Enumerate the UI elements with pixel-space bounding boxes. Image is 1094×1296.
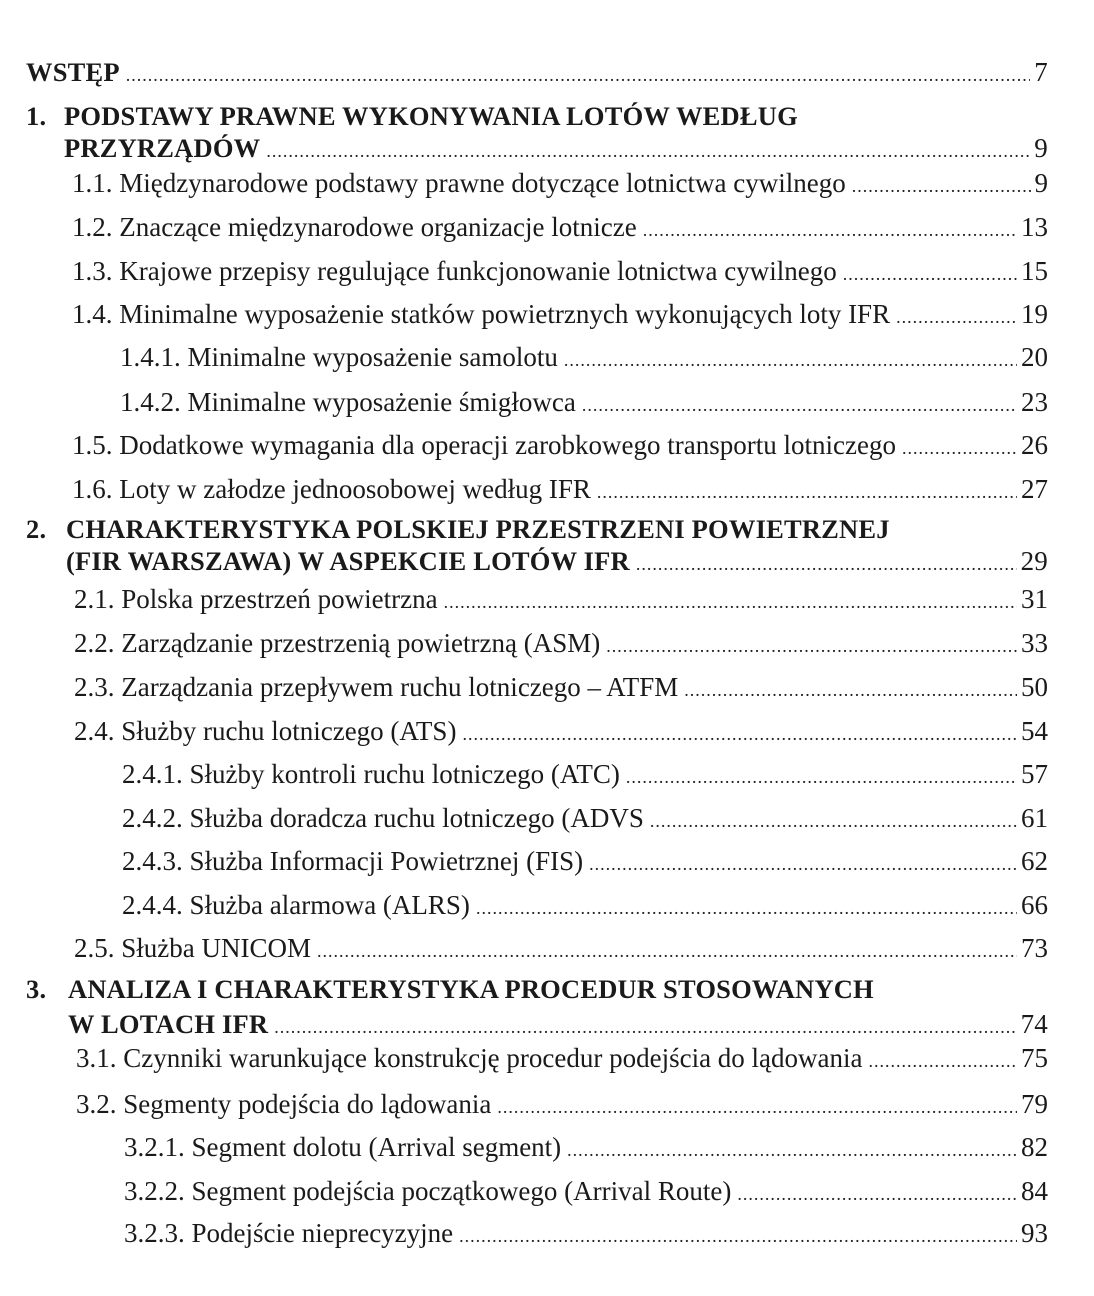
toc-entry: [122, 758, 1048, 790]
toc-page-number: 73: [1021, 933, 1048, 963]
dot-leader: [462, 718, 1017, 750]
toc-entry: [72, 298, 1048, 330]
toc-entry-title: 2.3. Zarządzania przepływem ruchu lotniczego – ATFM: [74, 672, 679, 702]
dot-leader: [843, 258, 1017, 290]
toc-entry-title: 1.6. Loty w załodze jednoosobowej według IFR: [72, 474, 591, 504]
toc-entry: [122, 845, 1048, 877]
toc-entry-title: 3.2.2. Segment podejścia początkowego (Arrival Route): [124, 1176, 732, 1206]
toc-entry-wstep: [26, 56, 1048, 88]
toc-page-number: 61: [1021, 803, 1048, 833]
dot-leader: [597, 476, 1017, 508]
toc-entry: [72, 211, 1048, 243]
toc-entry: [120, 386, 1048, 418]
chapter-2-heading: [26, 513, 890, 545]
toc-page-number: 82: [1021, 1132, 1048, 1162]
toc-page-number: 74: [1020, 1009, 1048, 1039]
chapter-number: 3.: [26, 974, 47, 1004]
toc-entry-chapter-3: [68, 1008, 1048, 1040]
toc-page-number: 13: [1021, 212, 1048, 242]
toc-entry: [76, 1088, 1048, 1120]
toc-entry: [74, 932, 1048, 964]
chapter-number: 2.: [26, 514, 47, 544]
toc-page-number: 79: [1021, 1089, 1048, 1119]
chapter-1-heading: [26, 100, 798, 132]
toc-page-number: 54: [1021, 716, 1048, 746]
dot-leader: [737, 1178, 1017, 1210]
dot-leader: [564, 344, 1017, 376]
toc-page-number: 27: [1021, 474, 1048, 504]
toc-entry-title: 2.4.4. Służba alarmowa (ALRS): [122, 890, 470, 920]
toc-page-number: 33: [1021, 628, 1048, 658]
toc-entry-title: 1.1. Międzynarodowe podstawy prawne dotyczące lotnictwa cywilnego: [72, 168, 846, 198]
toc-page-number: 26: [1021, 430, 1048, 460]
chapter-title-line1: ANALIZA I CHARAKTERYSTYKA PROCEDUR STOSOWANYCH: [68, 974, 874, 1004]
chapter-title-line2: W LOTACH IFR: [68, 1009, 269, 1039]
toc-entry: [124, 1131, 1048, 1163]
toc-entry-title: 3.2.3. Podejście nieprecyzyjne: [124, 1218, 454, 1248]
toc-entry-title: 2.5. Służba UNICOM: [74, 933, 311, 963]
dot-leader: [896, 301, 1017, 333]
dot-leader: [497, 1091, 1017, 1123]
dot-leader: [626, 761, 1017, 793]
dot-leader: [459, 1220, 1017, 1252]
dot-leader: [869, 1045, 1017, 1077]
toc-entry: [76, 1042, 1048, 1074]
dot-leader: [476, 892, 1017, 924]
toc-entry-title: 2.4. Służby ruchu lotniczego (ATS): [74, 716, 457, 746]
toc-page-number: 57: [1021, 759, 1048, 789]
dot-leader: [636, 548, 1017, 580]
toc-entry: [120, 341, 1048, 373]
chapter-number: 1.: [26, 101, 47, 131]
toc-entry-title: 2.4.2. Służba doradcza ruchu lotniczego (ADVS: [122, 803, 644, 833]
toc-entry: [74, 715, 1048, 747]
dot-leader: [606, 630, 1017, 662]
toc-entry: [72, 473, 1048, 505]
toc-entry: [124, 1217, 1048, 1249]
toc-entry-title: 2.2. Zarządzanie przestrzenią powietrzną (ASM): [74, 628, 601, 658]
toc-entry-title: 2.1. Polska przestrzeń powietrzna: [74, 584, 438, 614]
toc-entry: [72, 255, 1048, 287]
toc-page-number: 50: [1021, 672, 1048, 702]
dot-leader: [643, 214, 1017, 246]
toc-page-number: 19: [1021, 299, 1048, 329]
toc-page-number: 9: [1034, 168, 1048, 198]
toc-entry: [122, 889, 1048, 921]
toc-entry: [74, 583, 1048, 615]
dot-leader: [126, 59, 1031, 91]
toc-page-number: 75: [1021, 1043, 1048, 1073]
dot-leader: [444, 586, 1017, 618]
toc-entry-title: 1.4. Minimalne wyposażenie statków powietrznych wykonujących loty IFR: [72, 299, 891, 329]
dot-leader: [317, 935, 1017, 967]
toc-entry: [124, 1175, 1048, 1207]
toc-entry-title: 3.2. Segmenty podejścia do lądowania: [76, 1089, 492, 1119]
chapter-title-line2: PRZYRZĄDÓW: [64, 133, 261, 163]
chapter-title-line1: PODSTAWY PRAWNE WYKONYWANIA LOTÓW WEDŁUG: [64, 101, 798, 131]
toc-page-number: 93: [1021, 1218, 1048, 1248]
toc-entry-chapter-1: [64, 132, 1048, 164]
toc-entry: [74, 671, 1048, 703]
toc-entry-title: 1.2. Znaczące międzynarodowe organizacje lotnicze: [72, 212, 637, 242]
toc-entry: [74, 627, 1048, 659]
toc-entry-title: 1.4.2. Minimalne wyposażenie śmigłowca: [120, 387, 576, 417]
dot-leader: [567, 1134, 1017, 1166]
toc-page-number: 7: [1034, 57, 1048, 87]
dot-leader: [266, 135, 1030, 167]
toc-entry-title: 1.4.1. Minimalne wyposażenie samolotu: [120, 342, 558, 372]
toc-page-number: 66: [1021, 890, 1048, 920]
toc-page-number: 84: [1021, 1176, 1048, 1206]
chapter-title-line1: CHARAKTERYSTYKA POLSKIEJ PRZESTRZENI POWIETRZNEJ: [66, 514, 890, 544]
toc-page-number: 20: [1021, 342, 1048, 372]
toc-entry: [72, 429, 1048, 461]
toc-entry-title: WSTĘP: [26, 57, 120, 87]
toc-page-number: 9: [1034, 133, 1048, 163]
dot-leader: [650, 805, 1017, 837]
dot-leader: [852, 170, 1031, 202]
chapter-3-heading: [26, 973, 874, 1005]
toc-page-number: 29: [1020, 546, 1048, 576]
toc-entry-title: 2.4.3. Służba Informacji Powietrznej (FIS): [122, 846, 584, 876]
toc-page-number: 31: [1021, 584, 1048, 614]
dot-leader: [902, 432, 1017, 464]
toc-page-number: 62: [1021, 846, 1048, 876]
toc-entry-title: 1.5. Dodatkowe wymagania dla operacji zarobkowego transportu lotniczego: [72, 430, 896, 460]
dot-leader: [582, 389, 1017, 421]
toc-entry-title: 3.1. Czynniki warunkujące konstrukcję procedur podejścia do lądowania: [76, 1043, 863, 1073]
dot-leader: [589, 848, 1017, 880]
toc-entry: [72, 167, 1048, 199]
dot-leader: [274, 1011, 1016, 1043]
toc-entry: [122, 802, 1048, 834]
toc-page-number: 15: [1021, 256, 1048, 286]
dot-leader: [684, 674, 1017, 706]
toc-entry-title: 1.3. Krajowe przepisy regulujące funkcjonowanie lotnictwa cywilnego: [72, 256, 837, 286]
toc-page-number: 23: [1021, 387, 1048, 417]
toc-entry-chapter-2: [66, 545, 1048, 577]
chapter-title-line2: (FIR WARSZAWA) W ASPEKCIE LOTÓW IFR: [66, 546, 630, 576]
toc-entry-title: 2.4.1. Służby kontroli ruchu lotniczego (ATC): [122, 759, 620, 789]
toc-entry-title: 3.2.1. Segment dolotu (Arrival segment): [124, 1132, 562, 1162]
